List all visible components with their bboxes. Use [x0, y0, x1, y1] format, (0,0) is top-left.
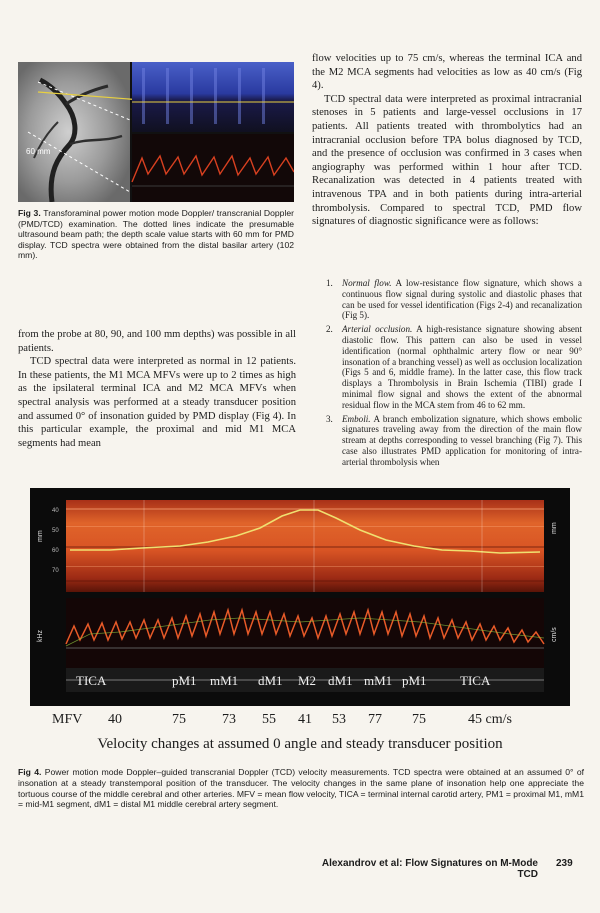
figure-4-label: Fig 4.: [18, 767, 42, 777]
mfv-value: 77: [368, 712, 382, 727]
mfv-row: [52, 712, 562, 730]
paragraph: TCD spectral data were interpreted as normal in 12 patients. In these patients, the M1 MCA MFVs were up to 2 times as high as the ipsilateral terminal ICA and M2 MCA MFVs when spectral analysis was performed at a steady transducer position and assumed 0° of insonation guided by PMD display (Fig 4). In this particular example, the proximal and mid M1 MCA segments had mean: [18, 356, 296, 449]
list-term: Emboli.: [342, 413, 371, 424]
segment-label: pM1: [402, 673, 427, 688]
figure-3-image: [18, 62, 294, 202]
figure-4-image: [30, 488, 570, 706]
segment-label: pM1: [172, 673, 197, 688]
svg-text:70: 70: [52, 568, 59, 574]
mfv-value: 45 cm/s: [468, 712, 512, 727]
spectral-left-axis-label: kHz: [37, 629, 44, 642]
figure-4-caption-text: Power motion mode Doppler–guided transcranial Doppler (TCD) velocity measurements. TCD spectra were obtained at an assumed 0° of insonation at a steady transtemporal position of the transducer. The velocity changes in the same plane of insonation help one appreciate the tortuous course of the middle cerebral and other arteries. MFV = mean flow velocity, TICA = terminal internal carotid artery, PM1 = proximal M1, mM1 = mid-M1 segment, dM1 = distal M1 middle cerebral artery segment.: [18, 767, 585, 810]
list-text: A high-resistance signature showing absent diastolic flow. This pattern can also be used in vessel identification (normal ophthalmic artery flow or near 90° insonation of a branching vessel) as well as occlusion localization (Figs 5 and 6, middle frame). In the latter case, this flow track displays a Thrombolysis in Brain Ischemia (TIBI) grade I minimal flow signal and shows the extent of the abnormal residual flow in the MCA stem from 46 to 62 mm.: [342, 324, 582, 410]
list-term: Normal flow.: [342, 278, 392, 288]
left-axis-label: mm: [37, 530, 44, 542]
spectral-display: [132, 134, 294, 202]
list-number: 3.: [326, 413, 333, 424]
mfv-value: 75: [172, 712, 186, 727]
depth-label: 60 mm: [26, 147, 51, 156]
spectral-right-axis-label: cm/s: [551, 627, 558, 642]
figure-3-caption-text: Transforaminal power motion mode Doppler/ transcranial Doppler (PMD/TCD) examination. The dotted lines indicate the presumable ultrasound beam path; the depth scale value starts with 60 mm for PMD display. TCD spectra were obtained from the distal basilar artery (102 mm).: [18, 208, 295, 261]
right-axis-label: mm: [551, 522, 558, 534]
svg-text:40: 40: [52, 508, 59, 514]
paragraph: from the probe at 80, 90, and 100 mm depths) was possible in all patients.: [18, 329, 296, 354]
running-title: Alexandrov et al: Flow Signatures on M-Mode TCD: [321, 858, 538, 880]
segment-label: dM1: [328, 673, 353, 688]
segment-label: mM1: [364, 673, 393, 688]
list-term: Arterial occlusion.: [342, 324, 413, 335]
figure-3-graphic: [18, 62, 294, 202]
list-item: [312, 414, 582, 468]
figure-3-caption: [18, 208, 294, 261]
segment-label: TICA: [460, 673, 491, 688]
mfv-value: 75: [412, 712, 426, 727]
mfv-value: 41: [298, 712, 312, 727]
figure-3-label: Fig 3.: [18, 208, 41, 218]
page-number: 239: [556, 858, 573, 869]
mfv-value: 40: [108, 712, 122, 727]
list-number: 1.: [326, 278, 333, 288]
list-text: A branch embolization signature, which shows embolic signatures traveling away from the direction of the main flow stream at depths corresponding to vessel branching (Fig 7). This case also illustrates PMD application for monitoring of intra-arterial thrombolysis when: [342, 413, 582, 467]
mfv-value: 53: [332, 712, 346, 727]
list-item: [312, 278, 582, 321]
segment-label: M2: [298, 673, 317, 688]
list-number: 2.: [326, 324, 333, 335]
segment-label: TICA: [76, 673, 107, 688]
paragraph: TCD spectral data were interpreted as proximal intracranial stenoses in 5 patients and large-vessel occlusions in 17 patients. All patients treated with thrombolytics had an intracranial occlusion before TPA bolus diagnosed by TCD, and the presence of occlusion was confirmed in 3 cases when angiography was performed within 1 hour after TCD. Recanalization was detected in 4 patients treated with intravenous TPA and in both patients during intra-arterial thrombolysis. Compared to spectral TCD, PMD flow signatures of diagnostic significance were as follows:: [312, 93, 582, 228]
segment-label: mM1: [210, 673, 239, 688]
mfv-value: 55: [262, 712, 276, 727]
list-text: A low-resistance flow signature, which shows a continuous flow signal during systolic and diastolic phases that can be used for vessel identification (Figs 2-4) and recanalization (Fig 5).: [342, 278, 582, 321]
right-column: [312, 52, 582, 229]
pmd-display: [132, 62, 294, 132]
paragraph: flow velocities up to 75 cm/s, whereas the terminal ICA and the M2 MCA segments had velocities as low as 40 cm/s (Fig 4).: [312, 53, 582, 92]
svg-text:60: 60: [52, 548, 59, 554]
left-column: [18, 328, 296, 450]
flow-signature-list: [312, 278, 582, 471]
figure-4-caption: [18, 767, 584, 810]
figure-4-graphic: [30, 488, 570, 706]
list-item: [312, 324, 582, 410]
figure-4-title: Velocity changes at assumed 0 angle and steady transducer position: [97, 736, 503, 752]
mfv-value: 73: [222, 712, 236, 727]
segment-label: dM1: [258, 673, 283, 688]
svg-text:50: 50: [52, 528, 59, 534]
mfv-label: MFV: [52, 712, 83, 727]
